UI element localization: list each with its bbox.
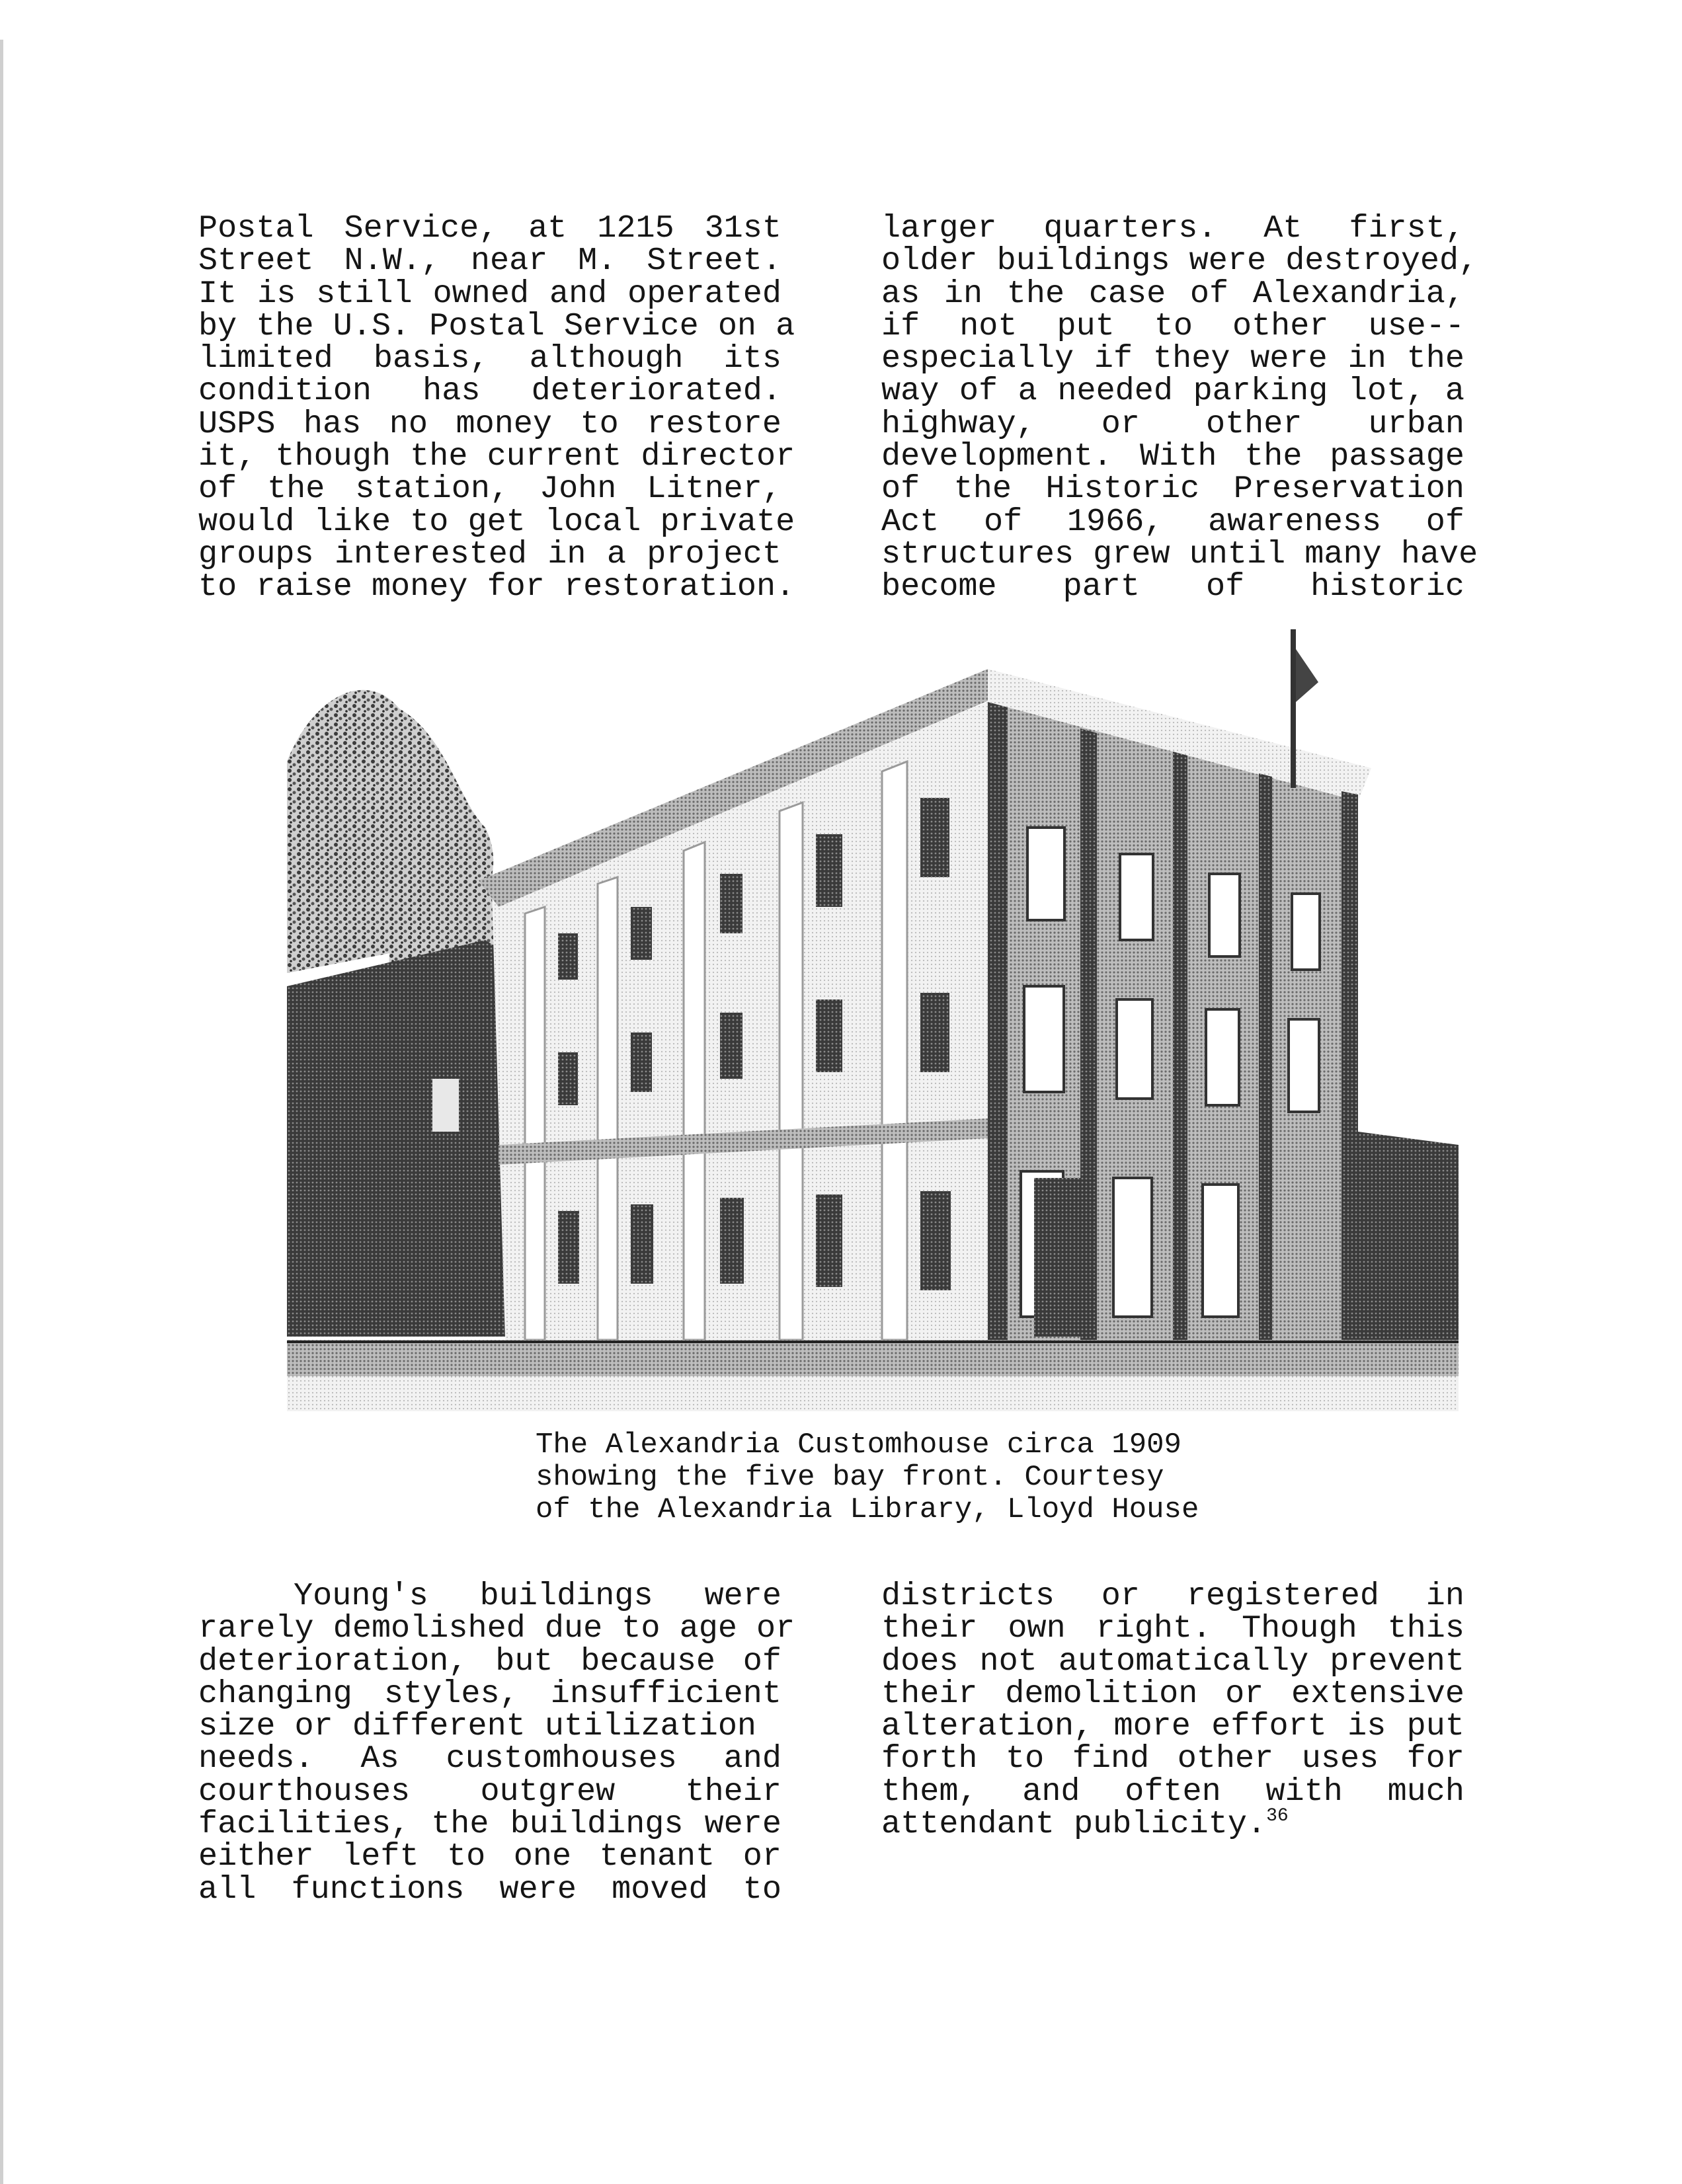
top-right-column (881, 210, 1478, 605)
text-line: Young's buildings were (294, 1578, 781, 1614)
text-line: development. With the passage (881, 438, 1464, 475)
text-line: their demolition or extensive (881, 1675, 1464, 1712)
text-line: would like to get local private (198, 503, 795, 540)
caption-line: showing the five bay front. Courtesy (536, 1461, 1164, 1494)
customhouse-illustration (287, 629, 1459, 1411)
text-line: either left to one tenant or (198, 1838, 781, 1875)
top-left-column (198, 210, 795, 605)
text-line: rarely demolished due to age or (198, 1610, 795, 1647)
text-line: forth to find other uses for (881, 1740, 1464, 1777)
text-line: Postal Service, at 1215 31st (198, 210, 781, 247)
text-line: larger quarters. At first, (881, 210, 1464, 247)
scan-edge (0, 40, 3, 2184)
text-line: especially if they were in the (881, 340, 1464, 377)
text-line: changing styles, insufficient (198, 1675, 781, 1712)
text-line: condition has deteriorated. (198, 373, 781, 410)
text-line: courthouses outgrew their (198, 1773, 781, 1810)
text-line: alteration, more effort is put (881, 1708, 1464, 1745)
text-line: of the Historic Preservation (881, 471, 1464, 508)
text-line: become part of historic (881, 568, 1464, 605)
text-line: to raise money for restoration. (198, 568, 795, 605)
text-line: structures grew until many have (881, 535, 1478, 572)
text-line: size or different utilization (198, 1708, 757, 1745)
text-line: deterioration, but because of (198, 1643, 781, 1680)
photo-caption (536, 1429, 1296, 1526)
text-line: does not automatically prevent (881, 1643, 1464, 1680)
text-line: them, and often with much (881, 1773, 1464, 1810)
text-line: Street N.W., near M. Street. (198, 243, 781, 280)
text-line: highway, or other urban (881, 405, 1464, 442)
footnote-marker: 36 (1266, 1806, 1289, 1827)
text-line: as in the case of Alexandria, (881, 275, 1464, 312)
text-line: all functions were moved to (198, 1871, 781, 1908)
text-line: it, though the current director (198, 438, 795, 475)
text-line: groups interested in a project (198, 535, 781, 572)
text-line: Act of 1966, awareness of (881, 503, 1464, 540)
customhouse-photo (287, 629, 1459, 1411)
text-line: way of a needed parking lot, a (881, 373, 1464, 410)
bottom-left-column (198, 1578, 795, 1908)
text-line: older buildings were destroyed, (881, 243, 1478, 280)
text-line: if not put to other use-- (881, 307, 1464, 344)
text-line: needs. As customhouses and (198, 1740, 781, 1777)
text-line: It is still owned and operated (198, 275, 781, 312)
caption-line: The Alexandria Customhouse circa 1909 (536, 1428, 1181, 1462)
text-line-with-footnote (881, 1806, 1464, 1843)
text-line: districts or registered in (881, 1578, 1464, 1614)
text-line: attendant publicity. (881, 1806, 1267, 1843)
text-line: limited basis, although its (198, 340, 781, 377)
text-line: by the U.S. Postal Service on a (198, 307, 795, 344)
text-line: of the station, John Litner, (198, 471, 781, 508)
caption-line: of the Alexandria Library, Lloyd House (536, 1493, 1199, 1526)
text-line: facilities, the buildings were (198, 1806, 781, 1843)
text-line: USPS has no money to restore (198, 405, 781, 442)
bottom-right-column (881, 1578, 1464, 1843)
text-line: their own right. Though this (881, 1610, 1464, 1647)
